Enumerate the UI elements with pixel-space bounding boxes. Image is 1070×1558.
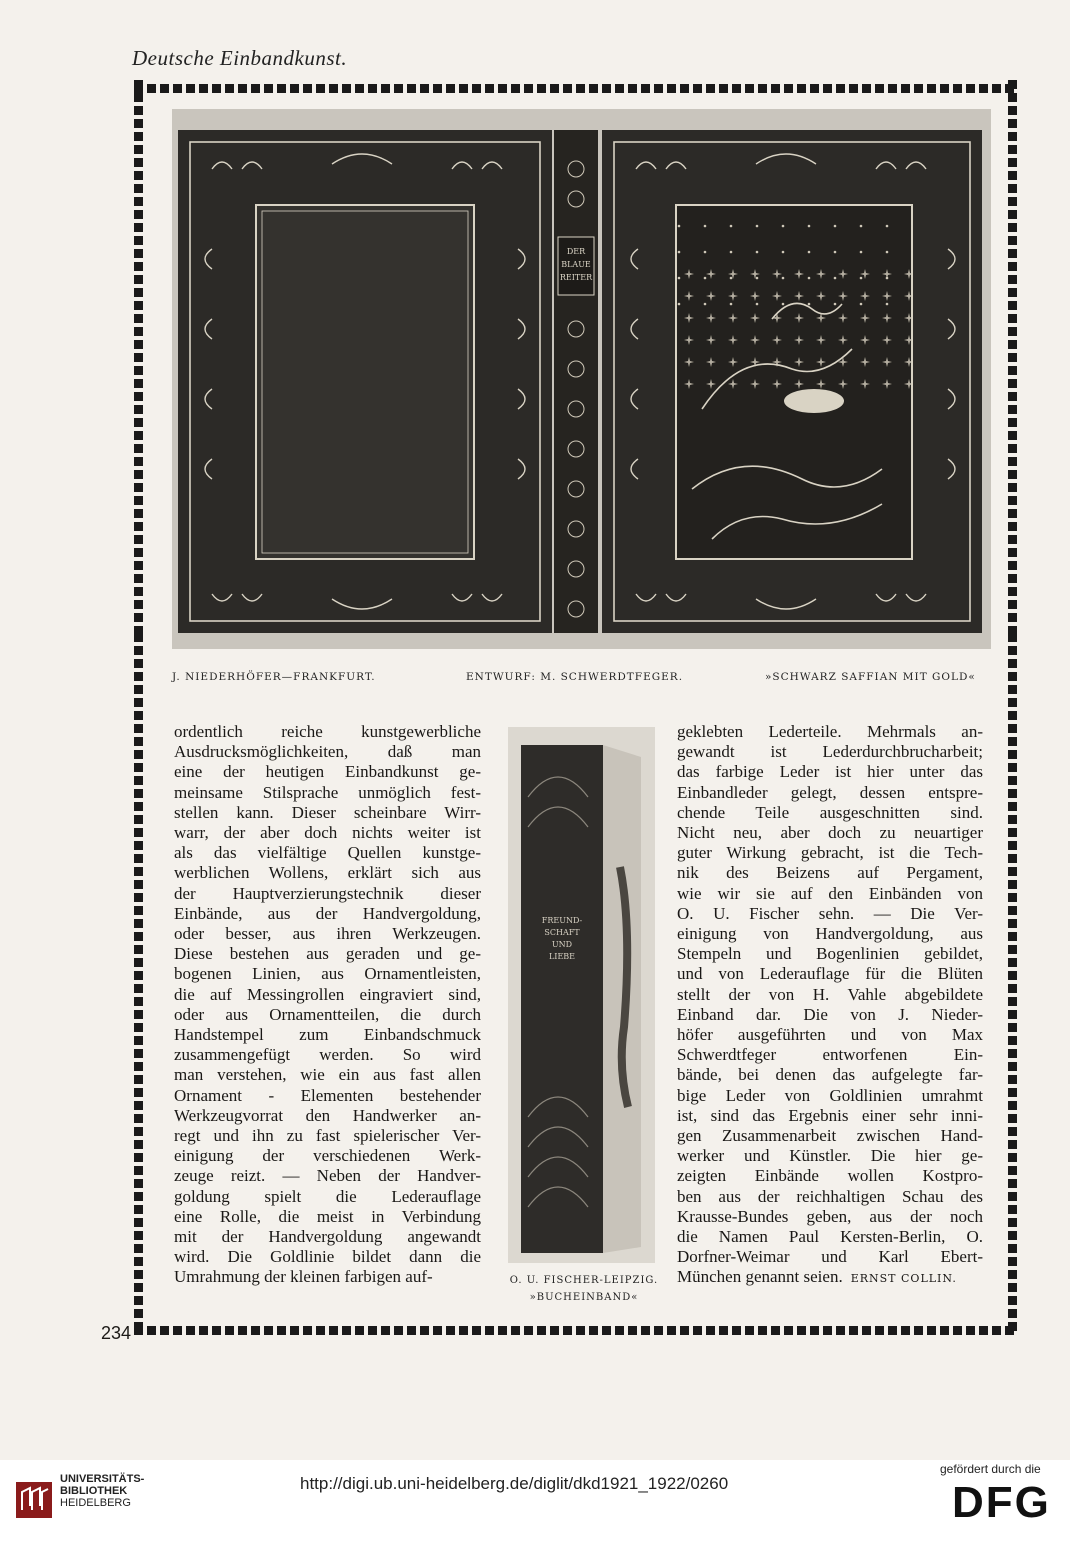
spine-title-2: BLAUE [561, 260, 591, 269]
small-title-4: LIEBE [548, 952, 576, 961]
final-text: München genannt seien. [677, 1267, 843, 1287]
book-cover-illustration [172, 109, 991, 649]
right-col-line: bände, bei denen das aufgelegte far- [677, 1065, 983, 1085]
left-col-line: der Hauptverzierungstechnik dieser [174, 883, 481, 903]
left-col-line: ordentlich reiche kunstgewerbliche [174, 722, 481, 741]
caption-binder: J. NIEDERHÖFER—FRANKFURT. [172, 671, 376, 683]
small-book-photo [508, 727, 655, 1263]
right-col-line: einigung von Handvergoldung, aus [677, 924, 983, 944]
left-col-line: stellen kann. Dieser scheinbare Wirr- [174, 802, 481, 822]
library-line-3: HEIDELBERG [60, 1497, 131, 1509]
left-col-line: warr, der aber doch nichts weiter ist [174, 823, 481, 843]
left-col-line: Einbände, aus der Handvergoldung, [174, 903, 481, 923]
library-logo-icon [14, 1480, 54, 1520]
right-col-line: Nicht neu, aber doch zu neuartiger [677, 823, 983, 843]
sponsor-text: gefördert durch die [940, 1462, 1041, 1476]
left-col-line: eine der heutigen Einbandkunst ge- [174, 762, 481, 782]
left-col-line: goldung spielt die Lederauflage [174, 1186, 481, 1206]
spine [554, 130, 598, 633]
border-bottom [134, 1326, 1016, 1335]
left-col-line: die auf Messingrollen eingraviert sind, [174, 984, 481, 1004]
right-col-line: O. U. Fischer sehn. — Die Ver- [677, 903, 983, 923]
book-cover-photo [172, 109, 991, 649]
left-col-line: zeuge reizt. — Neben der Handver- [174, 1166, 481, 1186]
small-title-3: UND [551, 940, 573, 949]
small-fig-caption-1: O. U. FISCHER-LEIPZIG. [509, 1275, 659, 1286]
running-head: Deutsche Einbandkunst. [132, 46, 348, 70]
right-col-line: das farbige Leder ist hier unter das [677, 762, 983, 782]
right-col-line: gewandt ist Lederdurchbrucharbeit; [677, 742, 983, 762]
left-col-line: einigung der verschiedenen Werk- [174, 1146, 481, 1166]
left-col-line: bogenen Linien, aus Ornamentleisten, [174, 964, 481, 984]
left-col-line: Werkzeugvorrat den Handwerker an- [174, 1105, 481, 1125]
border-left-lower [134, 633, 143, 1333]
right-col-line: geklebten Lederteile. Mehrmals an- [677, 722, 983, 741]
left-col-line: Ornament - Elementen bestehender [174, 1085, 481, 1105]
left-col-line: werblichen Wollens, erklärt sich aus [174, 863, 481, 883]
author-signature: ERNST COLLIN. [850, 1272, 957, 1286]
right-col-line: und von Lederauflage für die Blüten [677, 964, 983, 984]
left-col-line: oder besser, aus ihren Werkzeugen. [174, 924, 481, 944]
left-col-line: zusammengefügt werden. So wird [174, 1045, 481, 1065]
left-col-line: meinsame Stilsprache unmöglich fest- [174, 782, 481, 802]
right-col-line [677, 1267, 983, 1289]
right-col-line: bige Leder von Goldlinien umrahmt [677, 1085, 983, 1105]
text-column-left [174, 722, 481, 1288]
small-title-2: SCHAFT [544, 928, 580, 937]
right-col-line: Schwerdtfeger entworfenen Ein- [677, 1045, 983, 1065]
border-right-lower [1008, 633, 1017, 1333]
left-col-line: wird. Die Goldlinie bildet dann die [174, 1247, 481, 1267]
right-col-line: gen Zusammenarbeit zwischen Hand- [677, 1126, 983, 1146]
right-col-line: zeigten Einbände wollen Kostpro- [677, 1166, 983, 1186]
library-line-1: UNIVERSITÄTS- [60, 1473, 145, 1485]
right-col-line: Einband dar. Die von J. Nieder- [677, 1004, 983, 1024]
library-line-2: BIBLIOTHEK [60, 1485, 128, 1497]
spine-title-3: REITER [559, 273, 593, 282]
dfg-logo: DFG [952, 1478, 1051, 1527]
text-column-right [677, 722, 983, 1290]
right-col-line: stellt der von H. Vahle abgebildete [677, 984, 983, 1004]
library-name [60, 1473, 144, 1509]
caption-material: »SCHWARZ SAFFIAN MIT GOLD« [765, 671, 976, 683]
right-col-line: chende Teile ausgeschnitten sind. [677, 802, 983, 822]
page-number: 234 [101, 1323, 132, 1343]
left-col-line: Ausdrucksmöglichkeiten, daß man [174, 742, 481, 762]
left-col-line: man verstehen, wie ein aus fast allen [174, 1065, 481, 1085]
left-col-line: als das vielfältige Quellen kunstge- [174, 843, 481, 863]
right-col-line: wie wir sie auf den Einbänden von [677, 883, 983, 903]
small-book-illustration [508, 727, 655, 1263]
right-col-line: Dorfner-Weimar und Karl Ebert- [677, 1247, 983, 1267]
right-col-line: die Namen Paul Kersten-Berlin, O. [677, 1227, 983, 1247]
right-col-line: werker und Künstler. Die hier ge- [677, 1146, 983, 1166]
left-col-line: mit der Handvergoldung angewandt [174, 1227, 481, 1247]
horse-figure [784, 389, 844, 413]
border-top [134, 84, 1016, 93]
spine-title-1: DER [566, 247, 586, 256]
right-col-line: nik des Beizens auf Pergament, [677, 863, 983, 883]
left-col-line: eine Rolle, die meist in Verbindung [174, 1206, 481, 1226]
right-col-line: höfer ausgeführten und von Max [677, 1025, 983, 1045]
small-title-1: FREUND- [541, 916, 583, 925]
left-col-line: regt und ihn zu fast spielerischer Ver- [174, 1126, 481, 1146]
left-col-line: Umrahmung der kleinen farbigen auf- [174, 1267, 433, 1287]
border-left [134, 80, 143, 633]
source-url-link[interactable]: http://digi.ub.uni-heidelberg.de/diglit/dkd1921_1922/0260 [300, 1474, 729, 1493]
left-col-line: Diese bestehen aus geraden und ge- [174, 944, 481, 964]
border-right [1008, 80, 1017, 633]
right-col-line: ben aus der reichhaltigen Schau des [677, 1186, 983, 1206]
right-col-line: Stempeln und Bogenlinien gebildet, [677, 944, 983, 964]
right-col-line: Krausse-Bundes geben, aus der noch [677, 1206, 983, 1226]
caption-designer: ENTWURF: M. SCHWERDTFEGER. [466, 671, 684, 683]
right-col-line: guter Wirkung gebracht, ist die Tech- [677, 843, 983, 863]
small-fig-caption-2: »BUCHEINBAND« [529, 1292, 639, 1303]
right-col-line: Einbandleder gelegt, dessen entspre- [677, 782, 983, 802]
left-col-line: oder aus Ornamentteilen, die durch [174, 1004, 481, 1024]
right-col-line: ist, sind das Ergebnis einer sehr inni- [677, 1105, 983, 1125]
left-col-line: Handstempel zum Einbandschmuck [174, 1025, 481, 1045]
